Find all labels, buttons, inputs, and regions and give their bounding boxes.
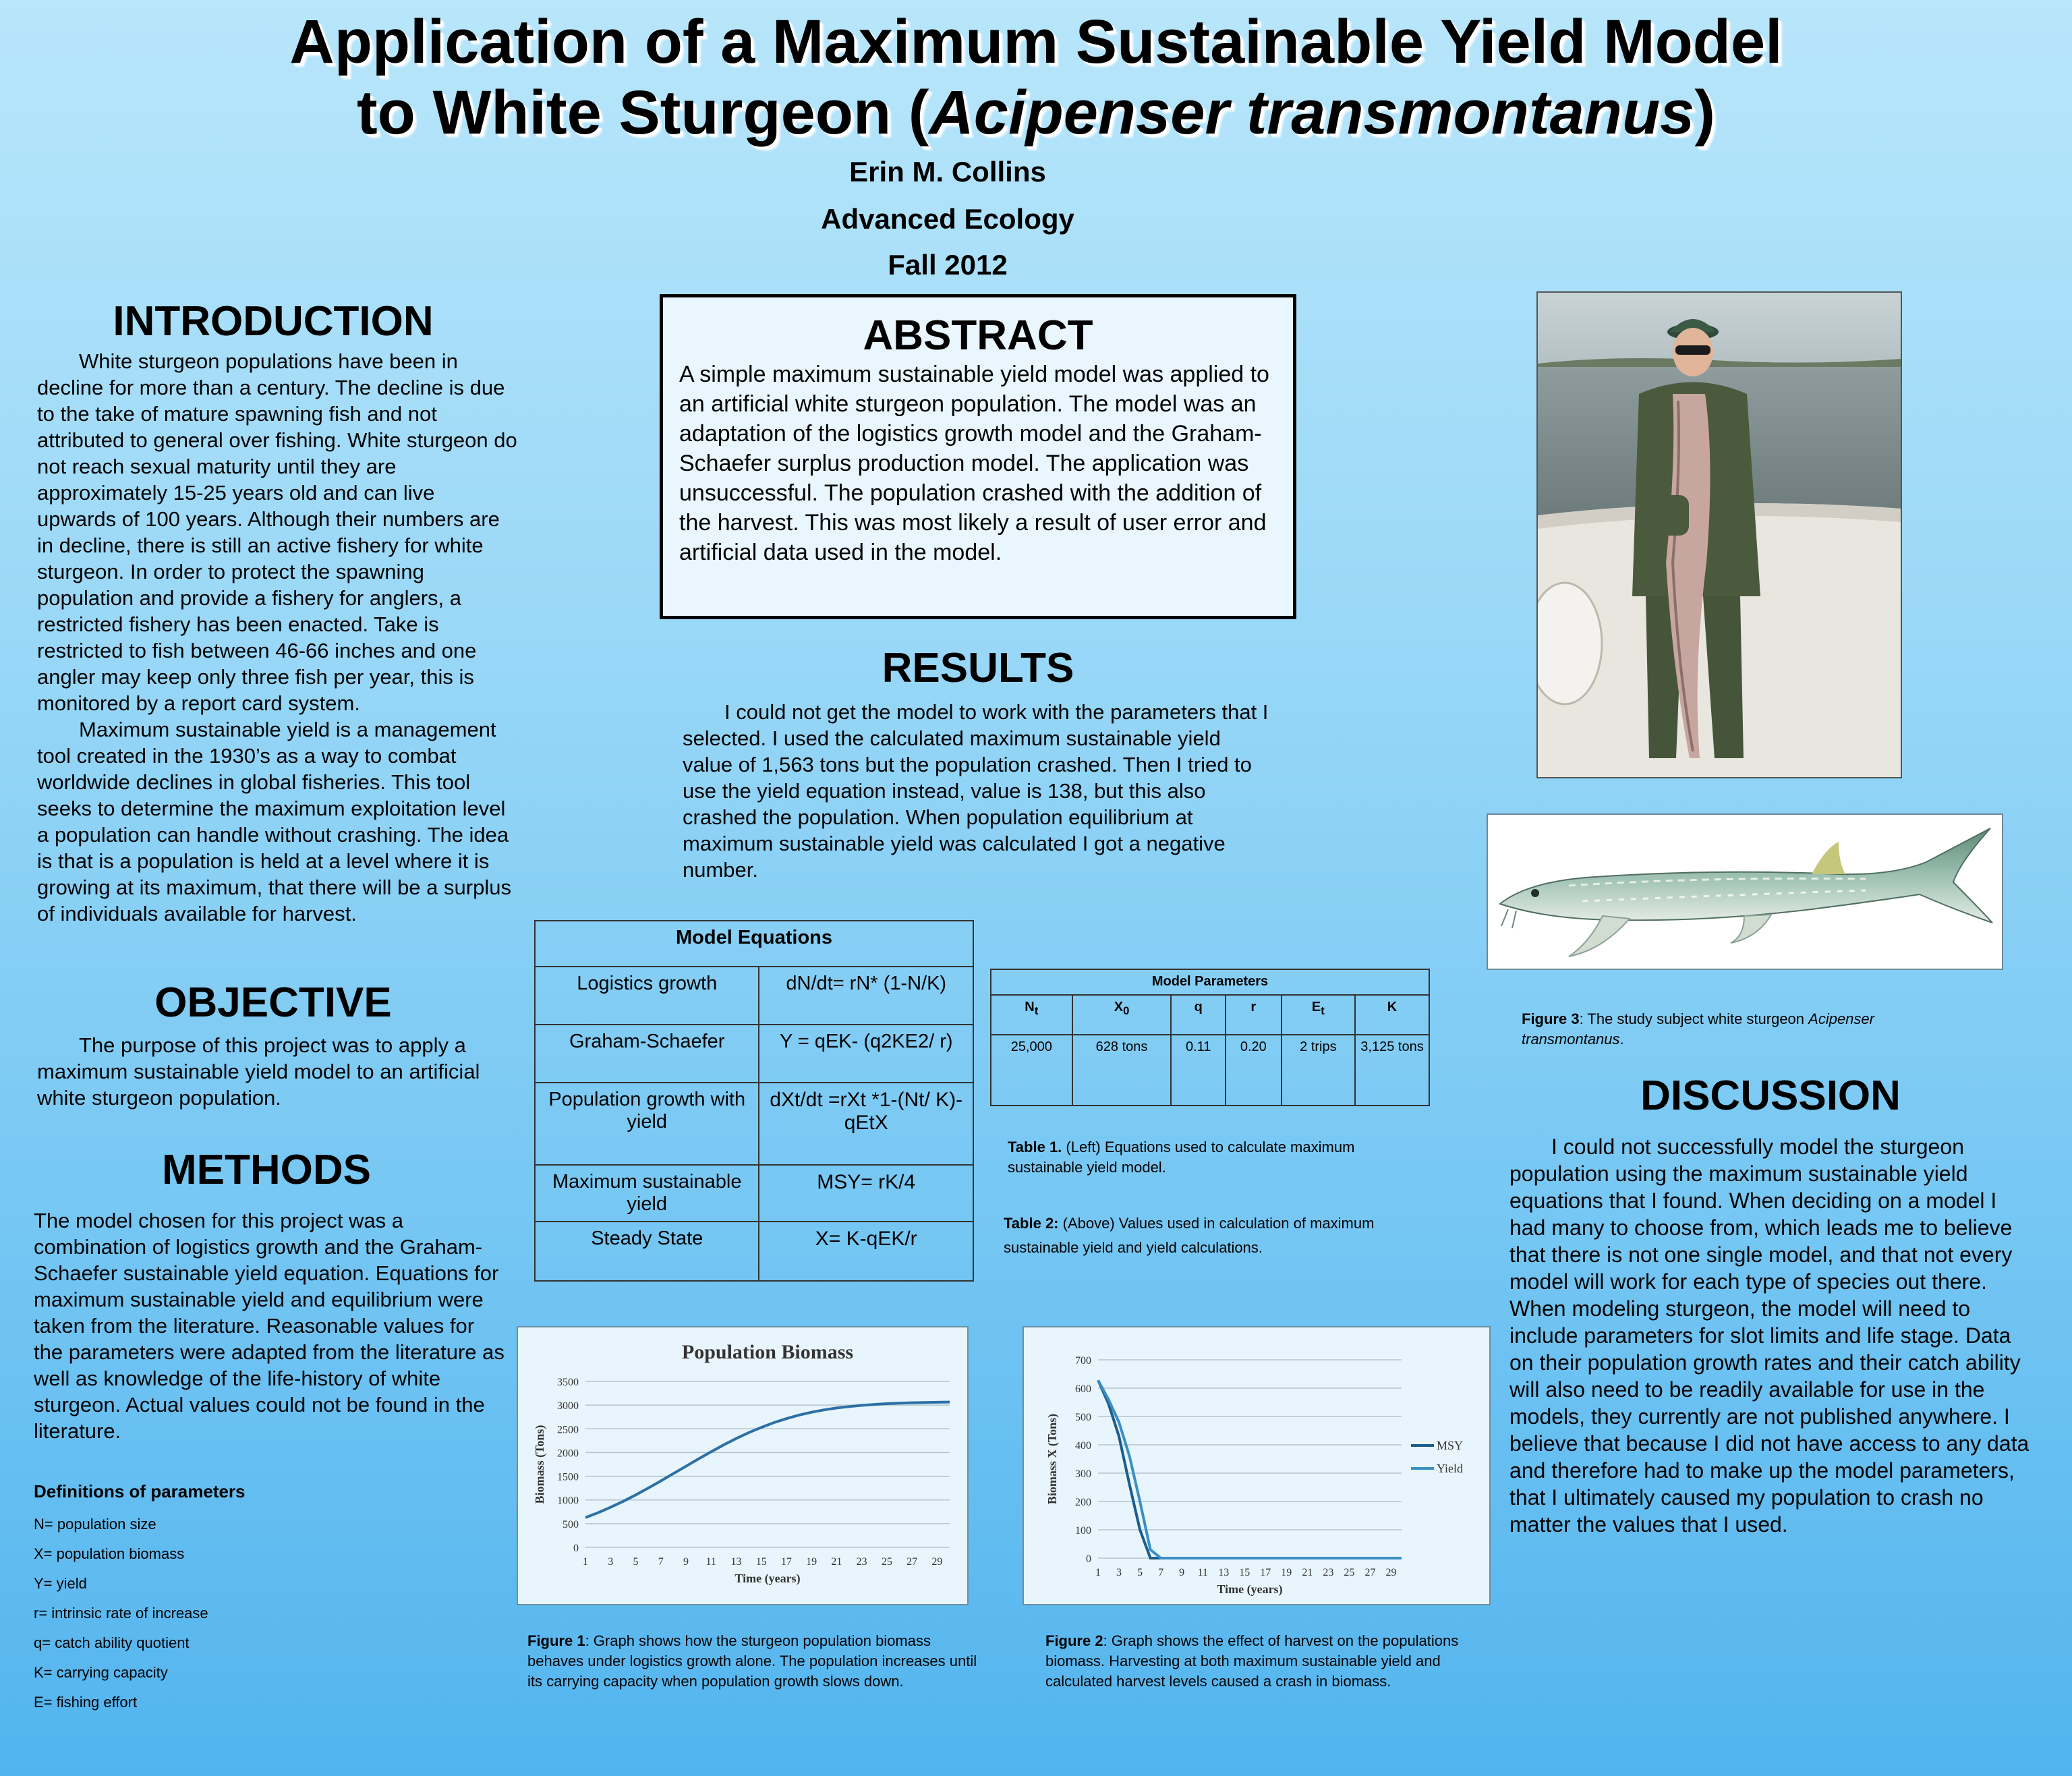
y-tick-label: 2500	[557, 1424, 579, 1436]
parameter-subscript: 0	[1123, 1004, 1130, 1018]
abstract-box	[660, 294, 1296, 619]
methods-heading: METHODS	[162, 1147, 371, 1193]
x-tick-label: 11	[1197, 1567, 1208, 1578]
discussion-text: I could not successfully model the sturgeon population using the maximum sustainable yield equations that I found. When deciding on a model I had many to choose from, which leads me to believe that there is not one single model, and that not every model will work for each type of species out there. When modeling sturgeon, the model will need to include parameters for slot limits and life stage. Data on their population growth rates and their catch ability will also need to be readily available for use in the models, they currently are not published anywhere. I believe that because I did not have access to any data and therefore had to make up the model parameters, that I ultimately caused my population to crash no matter the values that I used.	[1509, 1135, 2030, 1537]
title-line-2-post: )	[1694, 78, 1715, 147]
figure1-caption	[527, 1631, 986, 1692]
x-tick-label: 13	[730, 1556, 742, 1568]
definition-item: E= fishing effort	[34, 1694, 138, 1711]
parameter-value: 25,000	[991, 1035, 1072, 1106]
x-tick-label: 5	[633, 1556, 639, 1568]
caption-label: Table 2:	[1004, 1215, 1059, 1232]
introduction-paragraph-2: Maximum sustainable yield is a management tool created in the 1930’s as a way to combat worldwide declines in global fisheries. This tool seeks to determine the maximum exploitation level a population can handle without crashing. The idea is that is a population is held at a level where it is growing at its maximum, that there will be a surplus of individuals available for harvest.	[37, 718, 511, 925]
parameter-header	[1355, 995, 1429, 1035]
parameter-subscript: t	[1034, 1004, 1039, 1018]
x-tick-label: 3	[1116, 1567, 1122, 1578]
x-tick-label: 7	[658, 1556, 664, 1568]
legend-label: MSY	[1437, 1439, 1464, 1452]
caption-text: : The study subject white sturgeon	[1579, 1010, 1809, 1027]
term: Fall 2012	[888, 249, 1008, 281]
parameter-value: 628 tons	[1072, 1035, 1172, 1106]
x-tick-label: 7	[1158, 1567, 1164, 1578]
x-tick-label: 23	[856, 1556, 867, 1568]
equation-name: Population growth with yield	[535, 1083, 759, 1165]
equation-formula: MSY= rK/4	[759, 1165, 973, 1222]
y-tick-label: 600	[1075, 1383, 1091, 1395]
y-tick-label: 400	[1075, 1440, 1091, 1452]
definition-item: Y= yield	[34, 1575, 87, 1592]
series-line-msy	[1098, 1380, 1402, 1558]
caption-label: Figure 1	[527, 1632, 585, 1649]
definitions-heading: Definitions of parameters	[34, 1481, 246, 1501]
model-parameters-title: Model Parameters	[991, 969, 1429, 995]
researcher-photo-image	[1538, 293, 1901, 777]
x-axis-label: Time (years)	[1217, 1582, 1283, 1596]
parameter-symbol: N	[1025, 1000, 1035, 1015]
model-parameters-table	[990, 969, 1430, 1106]
introduction-text	[37, 348, 519, 927]
title-line-2-pre: to White Sturgeon (	[357, 78, 929, 147]
white-sturgeon-image	[1488, 815, 2002, 969]
caption-text: (Left) Equations used to calculate maximum sustainable yield model.	[1008, 1139, 1355, 1176]
x-tick-label: 29	[1385, 1567, 1397, 1578]
legend-label: Yield	[1437, 1462, 1463, 1475]
caption-label: Table 1.	[1008, 1139, 1062, 1155]
parameter-value: 0.20	[1226, 1035, 1282, 1106]
equation-name: Maximum sustainable yield	[535, 1165, 759, 1222]
figure2-caption	[1045, 1631, 1464, 1692]
equation-formula: dN/dt= rN* (1-N/K)	[759, 967, 973, 1025]
x-tick-label: 21	[1302, 1567, 1313, 1578]
objective-text: The purpose of this project was to apply a maximum sustainable yield model to an artificial white sturgeon population.	[37, 1033, 480, 1110]
x-tick-label: 1	[1095, 1567, 1101, 1578]
y-tick-label: 2000	[557, 1448, 579, 1460]
y-tick-label: 3500	[557, 1377, 579, 1388]
parameter-value: 2 trips	[1282, 1035, 1355, 1106]
parameter-value: 3,125 tons	[1355, 1035, 1429, 1106]
x-tick-label: 19	[1281, 1567, 1292, 1578]
equation-name: Logistics growth	[535, 967, 759, 1025]
table1-caption	[1008, 1137, 1426, 1178]
y-tick-label: 0	[573, 1543, 579, 1554]
x-tick-label: 27	[906, 1556, 918, 1568]
parameter-symbol: r	[1250, 1000, 1257, 1015]
equation-formula: X= K-qEK/r	[759, 1222, 973, 1281]
x-tick-label: 17	[1260, 1567, 1271, 1578]
figure1-chart	[517, 1326, 969, 1605]
x-tick-label: 19	[806, 1556, 817, 1568]
caption-text: .	[1619, 1031, 1624, 1048]
parameter-value: 0.11	[1171, 1035, 1225, 1106]
y-tick-label: 1500	[557, 1471, 579, 1483]
course-name: Advanced Ecology	[821, 203, 1074, 235]
title-species: Acipenser transmontanus	[929, 78, 1695, 147]
researcher-photo	[1536, 291, 1902, 778]
x-tick-label: 27	[1364, 1567, 1376, 1578]
discussion-heading: DISCUSSION	[1640, 1072, 1901, 1119]
introduction-paragraph-1: White sturgeon populations have been in decline for more than a century. The decline is due to the take of mature spawning fish and not attributed to general over fishing. White sturgeon do not reach sexual maturity until they are approximately 15-25 years old and can live upwards of 100 years. Although their numbers are in decline, there is still an active fishery for white sturgeon. In order to protect the spawning population and provide a fishery for anglers, a restricted fishery has been enacted. Take is restricted to fish between 46-66 inches and one angler may keep only three fish per year, this is monitored by a report card system.	[37, 349, 517, 715]
chart-title: Population Biomass	[681, 1341, 854, 1363]
results-heading: RESULTS	[882, 645, 1074, 691]
parameter-header	[1226, 995, 1282, 1035]
figure2-chart	[1023, 1326, 1491, 1605]
equation-name: Graham-Schaefer	[535, 1025, 759, 1083]
author-name: Erin M. Collins	[849, 156, 1046, 188]
x-tick-label: 15	[755, 1556, 767, 1568]
x-tick-label: 29	[931, 1556, 943, 1568]
x-tick-label: 9	[1179, 1567, 1185, 1578]
x-tick-label: 21	[831, 1556, 842, 1568]
definition-item: r= intrinsic rate of increase	[34, 1605, 208, 1622]
definition-item: X= population biomass	[34, 1545, 185, 1562]
parameter-header	[1072, 995, 1172, 1035]
x-tick-label: 23	[1323, 1567, 1334, 1578]
x-tick-label: 11	[706, 1556, 716, 1568]
equation-formula: Y = qEK- (q2KE2/ r)	[759, 1025, 973, 1083]
caption-species: Acipenser transmontanus	[1522, 1010, 1874, 1048]
parameter-symbol: q	[1194, 1000, 1203, 1015]
definition-item: N= population size	[34, 1516, 156, 1532]
discussion-text-wrap	[1509, 1133, 2036, 1538]
table2-caption	[1004, 1211, 1435, 1260]
definition-item: q= catch ability quotient	[34, 1634, 190, 1651]
x-tick-label: 25	[1344, 1567, 1355, 1578]
equation-formula: dXt/dt =rXt *1-(Nt/ K)-qEtX	[759, 1083, 973, 1165]
caption-text: (Above) Values used in calculation of maximum sustainable yield and yield calculations.	[1004, 1215, 1375, 1256]
objective-heading: OBJECTIVE	[154, 979, 392, 1026]
parameter-symbol: X	[1114, 1000, 1124, 1015]
y-tick-label: 3000	[557, 1400, 579, 1412]
title-line-1: Application of a Maximum Sustainable Yield Model	[289, 7, 1783, 76]
parameter-symbol: K	[1387, 1000, 1398, 1015]
equation-name: Steady State	[535, 1222, 759, 1281]
y-tick-label: 100	[1075, 1525, 1091, 1537]
y-tick-label: 500	[1075, 1412, 1091, 1423]
figure3-caption	[1522, 1009, 1940, 1050]
caption-text: : Graph shows how the sturgeon population biomass behaves under logistics growth alone. The population increases until its carrying capacity when population growth slows down.	[527, 1632, 977, 1690]
y-tick-label: 500	[563, 1518, 579, 1530]
x-axis-label: Time (years)	[735, 1572, 801, 1585]
y-tick-label: 200	[1075, 1497, 1091, 1508]
parameter-subscript: t	[1321, 1004, 1325, 1018]
sturgeon-illustration	[1487, 813, 2003, 970]
x-tick-label: 1	[583, 1556, 588, 1568]
objective-text-wrap	[37, 1032, 519, 1111]
definitions-list	[34, 1510, 208, 1717]
series-line-yield	[1098, 1380, 1402, 1558]
results-text-wrap	[683, 699, 1276, 883]
parameter-header	[1171, 995, 1225, 1035]
introduction-heading: INTRODUCTION	[113, 298, 434, 345]
y-tick-label: 700	[1075, 1355, 1091, 1367]
title-line-2	[0, 78, 2072, 148]
harvest-effect-chart	[1024, 1327, 1489, 1604]
x-tick-label: 25	[881, 1556, 892, 1568]
model-equations-title: Model Equations	[535, 921, 973, 967]
parameter-header	[991, 995, 1072, 1035]
population-biomass-chart	[518, 1327, 967, 1604]
x-tick-label: 5	[1137, 1567, 1143, 1578]
x-tick-label: 9	[683, 1556, 689, 1568]
caption-label: Figure 2	[1045, 1632, 1103, 1649]
definition-item: K= carrying capacity	[34, 1664, 168, 1681]
y-axis-label: Biomass X (Tons)	[1045, 1413, 1059, 1505]
model-equations-table	[534, 920, 974, 1282]
y-tick-label: 1000	[557, 1495, 579, 1507]
x-tick-label: 13	[1218, 1567, 1230, 1578]
parameter-symbol: E	[1311, 1000, 1321, 1015]
y-tick-label: 300	[1075, 1468, 1091, 1480]
y-tick-label: 0	[1086, 1553, 1091, 1565]
results-text: I could not get the model to work with the parameters that I selected. I used the calculated maximum sustainable yield value of 1,563 tons but the population crashed. Then I tried to use the yield equation instead, value is 138, but this also crashed the population. When population equilibrium at maximum sustainable yield was calculated I got a negative number.	[683, 700, 1269, 882]
y-axis-label: Biomass (Tons)	[533, 1425, 546, 1504]
abstract-heading: ABSTRACT	[863, 312, 1093, 359]
x-tick-label: 15	[1239, 1567, 1250, 1578]
x-tick-label: 3	[608, 1556, 614, 1568]
poster-title	[0, 7, 2072, 148]
caption-text: : Graph shows the effect of harvest on the populations biomass. Harvesting at both maximum sustainable yield and calculated harvest levels caused a crash in biomass.	[1045, 1632, 1459, 1690]
caption-label: Figure 3	[1522, 1010, 1580, 1027]
x-tick-label: 17	[780, 1556, 792, 1568]
methods-text: The model chosen for this project was a combination of logistics growth and the Graham-Schaefer sustainable yield equation. Equations for maximum sustainable yield and equilibrium were taken from the literature. Reasonable values for the parameters were adapted from the literature as well as knowledge of the life-history of white sturgeon. Actual values could not be found in the literature.	[34, 1209, 505, 1443]
abstract-text: A simple maximum sustainable yield model was applied to an artificial white sturgeon population. The model was an adaptation of the logistics growth model and the Graham-Schaefer surplus production model. The application was unsuccessful. The population crashed with the addition of the harvest. This was most likely a result of user error and artificial data used in the model.	[679, 362, 1269, 565]
parameter-header	[1282, 995, 1355, 1035]
